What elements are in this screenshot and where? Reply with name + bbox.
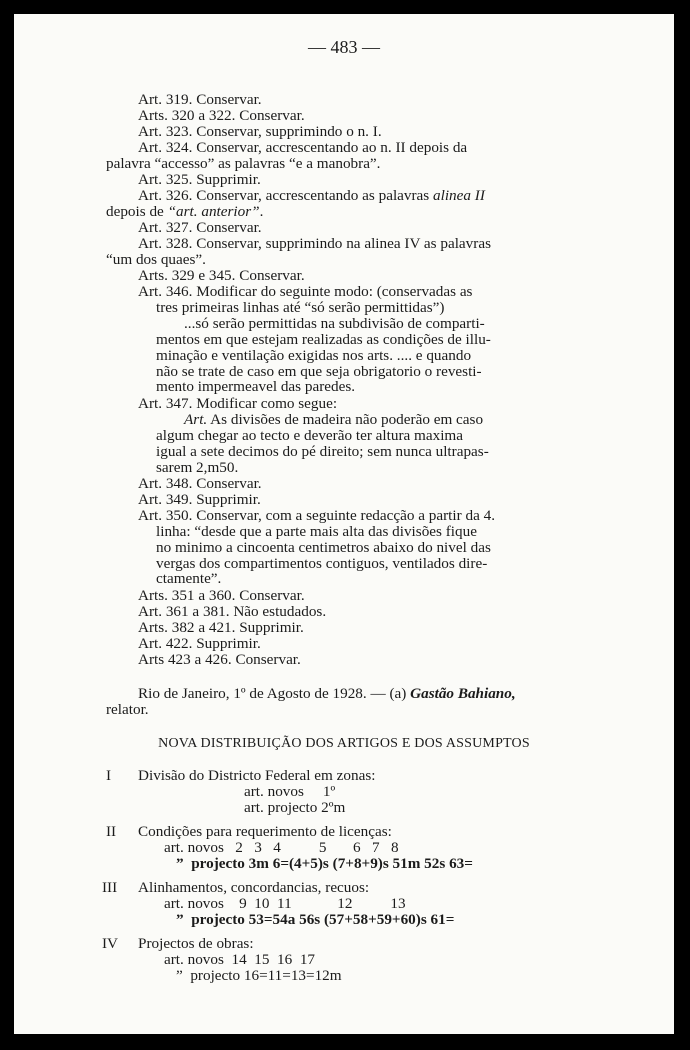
article-326-text: Art. 326. Conservar, accrescentando as palavras	[138, 187, 434, 204]
group-row-novos: art. novos 1º	[244, 783, 336, 800]
article-350-quote	[122, 524, 604, 588]
article-347-quote	[122, 428, 604, 476]
article-entry: Arts 423 a 426. Conservar.	[138, 650, 301, 668]
article-entry: Arts. 382 a 421. Supprimir.	[138, 618, 304, 636]
group-roman: II	[106, 823, 117, 840]
article-entry: Art. 323. Conservar, supprimindo o n. I.	[138, 122, 382, 140]
article-326-line2	[106, 204, 588, 220]
article-327-text: Art. 327. Conservar.	[138, 219, 262, 236]
quote-line: ctamente”.	[156, 570, 222, 588]
article-328-line1: Art. 328. Conservar, supprimindo na alinea IV as palavras	[138, 235, 491, 252]
group-row-projecto: ” projecto 3m 6=(4+5)s (7+8+9)s 51m 52s 63=	[176, 855, 473, 872]
article-entry: Art. 319. Conservar.	[138, 91, 262, 108]
article-347	[122, 396, 604, 476]
article-347-quote-text: As divisões de madeira não poderão em caso	[207, 410, 484, 428]
closing-line2: relator.	[106, 700, 149, 718]
articles-tail	[122, 588, 604, 668]
group-title: Divisão do Districto Federal em zonas:	[138, 767, 376, 784]
article-346-quote-cont	[122, 332, 604, 396]
article-entry: Arts. 320 a 322. Conservar.	[138, 106, 305, 124]
article-346	[122, 284, 604, 395]
signatory: Gastão Bahiano,	[410, 685, 516, 702]
closing-line1	[122, 686, 604, 702]
article-326-italic: alinea II	[433, 187, 485, 204]
closing	[106, 685, 604, 718]
quote-line: no minimo a cincoenta centimetros abaixo do nivel das	[156, 538, 491, 556]
article-326-text2: depois de	[106, 202, 168, 220]
article-326	[106, 187, 604, 220]
article-348-350	[122, 476, 604, 587]
group-row-projecto: art. projecto 2ºm	[244, 799, 346, 816]
article-347-line1: Art. 347. Modificar como segue:	[138, 395, 338, 412]
article-324	[106, 139, 604, 172]
quote-line: não se trate de caso em que seja obrigatorio o revesti-	[156, 362, 482, 380]
quote-line: mento impermeavel das paredes.	[156, 378, 356, 396]
articles-329-345-text: Arts. 329 e 345. Conservar.	[138, 267, 305, 284]
article-326-italic2: “art. anterior”	[167, 202, 260, 220]
group-roman: I	[106, 767, 112, 784]
page-number: — 483 —	[308, 37, 380, 57]
article-346-line1: Art. 346. Modificar do seguinte modo: (conservadas as	[138, 283, 473, 300]
group-title: Condições para requerimento de licenças:	[138, 823, 392, 840]
quote-line: vergas dos compartimentos contiguos, ventilados dire-	[156, 554, 488, 572]
article-entry: Art. 361 a 381. Não estudados.	[138, 602, 327, 620]
article-324-line2: palavra “accesso” as palavras “e a manobra”.	[106, 154, 381, 172]
quote-line: igual a sete decimos do pé direito; sem nunca ultrapas-	[156, 442, 489, 460]
article-328-line2: “um dos quaes”.	[106, 250, 206, 268]
article-325-text: Art. 325. Supprimir.	[138, 171, 261, 188]
section-heading: NOVA DISTRIBUIÇÃO DOS ARTIGOS E DOS ASSUMPTOS	[158, 736, 530, 751]
article-entry: Art. 422. Supprimir.	[138, 634, 261, 652]
article-325	[122, 172, 604, 188]
group-row-projecto: ” projecto 53=54a 56s (57+58+59+60)s 61=	[176, 911, 455, 928]
group-roman: III	[102, 879, 118, 896]
group-row-novos: art. novos 2 3 4 5 6 7 8	[164, 839, 399, 856]
article-entry: Arts. 351 a 360. Conservar.	[138, 587, 305, 604]
article-346-quote	[122, 316, 604, 332]
articles-329-345	[122, 268, 604, 284]
article-350-line1: Art. 350. Conservar, com a seguinte redacção a partir da 4.	[138, 506, 496, 524]
group-title: Projectos de obras:	[138, 935, 254, 952]
article-list-top	[122, 92, 604, 140]
quote-line: linha: “desde que a parte mais alta das divisões fique	[156, 522, 477, 540]
article-326-suffix: .	[259, 202, 264, 220]
quote-line: minação e ventilação exigidas nos arts. .... e quando	[156, 346, 472, 364]
article-346-line2: tres primeiras linhas até “só serão permittidas”)	[156, 298, 445, 316]
article-327	[122, 220, 604, 236]
article-347-quote-first	[122, 412, 604, 428]
quote-line: ...só serão permittidas na subdivisão de comparti-	[184, 314, 485, 332]
article-324-line1: Art. 324. Conservar, accrescentando ao n. II depois da	[138, 139, 468, 156]
quote-line: algum chegar ao tecto e deverão ter altura maxima	[156, 426, 463, 444]
quote-line: sarem 2,m50.	[156, 458, 239, 476]
closing-text: Rio de Janeiro, 1º de Agosto de 1928. — (a)	[138, 685, 411, 702]
article-347-italic: Art.	[184, 410, 208, 428]
group-row-novos: art. novos 9 10 11 12 13	[164, 895, 406, 912]
group-row-projecto: ” projecto 16=11=13=12m	[176, 967, 342, 984]
document-page	[14, 14, 674, 1034]
article-326-line1	[122, 188, 604, 204]
article-348: Art. 348. Conservar.	[138, 475, 262, 492]
quote-line: mentos em que estejam realizadas as condições de illu-	[156, 330, 491, 348]
group-title: Alinhamentos, concordancias, recuos:	[138, 879, 370, 896]
article-349: Art. 349. Supprimir.	[138, 490, 261, 508]
article-328	[106, 235, 604, 268]
group-roman: IV	[102, 935, 119, 952]
group-row-novos: art. novos 14 15 16 17	[164, 951, 316, 968]
